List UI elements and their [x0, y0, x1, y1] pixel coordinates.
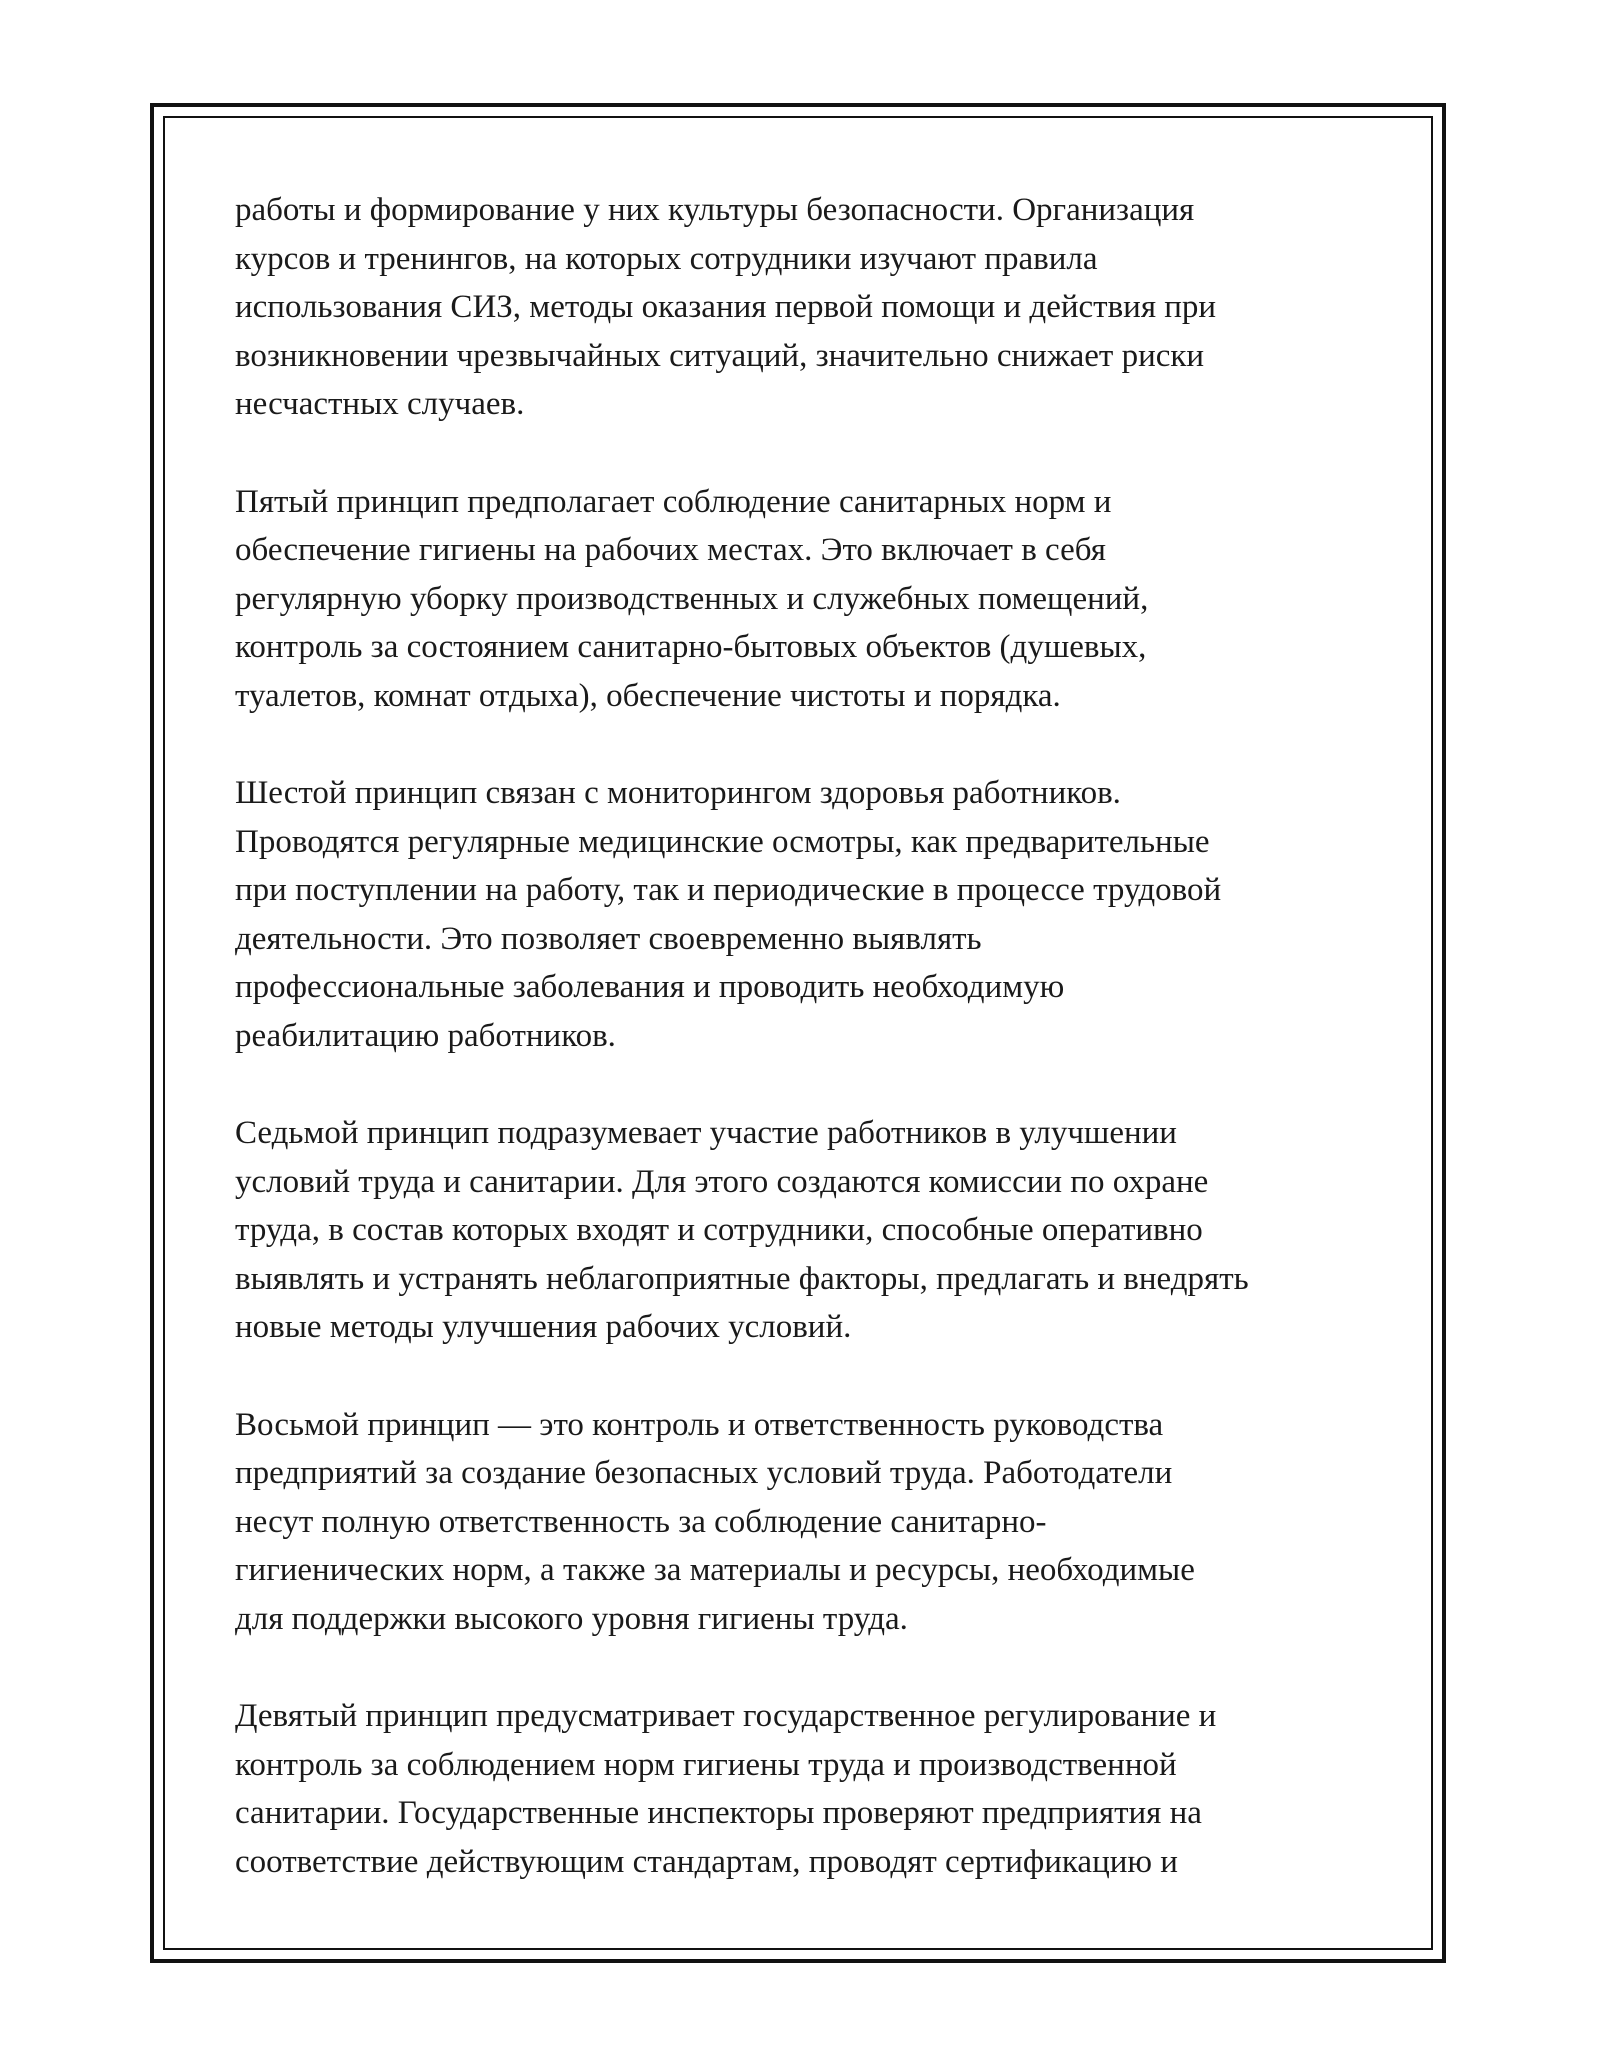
paragraph-eighth-principle: Восьмой принцип — это контроль и ответственность руководства предприятий за создание безопасных условий труда. Работодатели несут полную ответственность за соблюдение санитарно- гигиенических норм, а также за материалы и ресурсы, необходимые для поддержки высокого уровня гигиены труда.	[235, 1406, 1195, 1637]
paragraph-continuation: работы и формирование у них культуры безопасности. Организация курсов и тренингов, на которых сотрудники изучают правила использования СИЗ, методы оказания первой помощи и действия при возникновении чрезвычайных ситуаций, значительно снижает риски несчастных случаев.	[235, 192, 1217, 422]
paragraph-fifth-principle: Пятый принцип предполагает соблюдение санитарных норм и обеспечение гигиены на рабочих местах. Это включает в себя регулярную уборку производственных и служебных помещений, контроль за состоянием санитарно-бытовых объектов (душевых, туалетов, комнат отдыха), обеспечение чистоты и порядка.	[235, 483, 1149, 714]
paragraph-ninth-principle: Девятый принцип предусматривает государственное регулирование и контроль за соблюдением норм гигиены труда и производственной санитарии. Государственные инспекторы проверяют предприятия на соответствие действующим стандартам, проводят сертификацию и	[235, 1698, 1217, 1880]
paragraph-seventh-principle: Седьмой принцип подразумевает участие работников в улучшении условий труда и санитарии. Для этого создаются комиссии по охране труда, в состав которых входят и сотрудники, способные оперативно выявлять и устранять неблагоприятные факторы, предлагать и внедрять новые методы улучшения рабочих условий.	[235, 1115, 1249, 1345]
document-body	[235, 186, 1375, 1935]
paragraph-sixth-principle: Шестой принцип связан с мониторингом здоровья работников. Проводятся регулярные медицинские осмотры, как предварительные при поступлении на работу, так и периодические в процессе трудовой деятельности. Это позволяет своевременно выявлять профессиональные заболевания и проводить необходимую реабилитацию работников.	[235, 775, 1222, 1054]
